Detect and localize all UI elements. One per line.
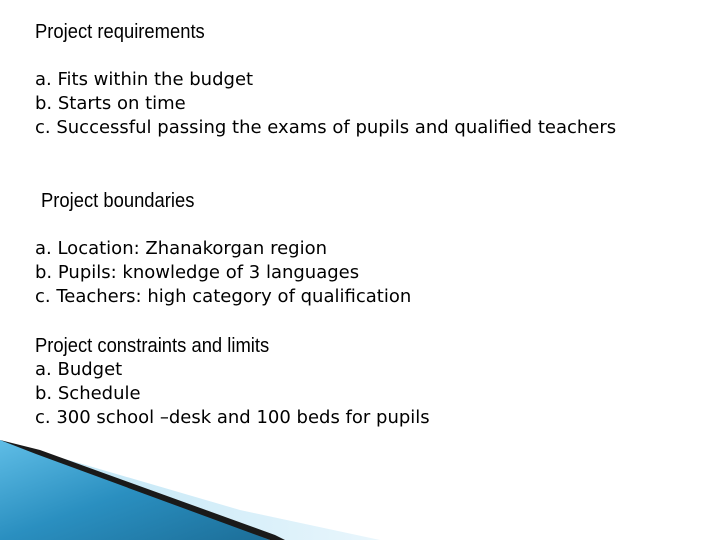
list-item: a. Fits within the budget [35, 69, 254, 90]
list-item: c. 300 school –desk and 100 beds for pupils [35, 407, 430, 428]
list-item: c. Teachers: high category of qualification [35, 286, 412, 307]
list-item: a. Budget [35, 359, 123, 380]
list-item: b. Pupils: knowledge of 3 languages [35, 262, 360, 283]
list-item: b. Schedule [35, 383, 141, 404]
requirements-list [35, 68, 616, 140]
boundaries-list [35, 237, 411, 309]
slide-corner-decoration [0, 440, 720, 540]
section-heading-constraints: Project constraints and limits [35, 335, 270, 357]
constraints-list [35, 358, 430, 430]
list-item: b. Starts on time [35, 93, 186, 114]
list-item: a. Location: Zhanakorgan region [35, 238, 327, 259]
section-heading-requirements: Project requirements [35, 21, 205, 43]
section-heading-boundaries: Project boundaries [41, 190, 195, 212]
list-item: c. Successful passing the exams of pupils and qualified teachers [35, 117, 617, 138]
